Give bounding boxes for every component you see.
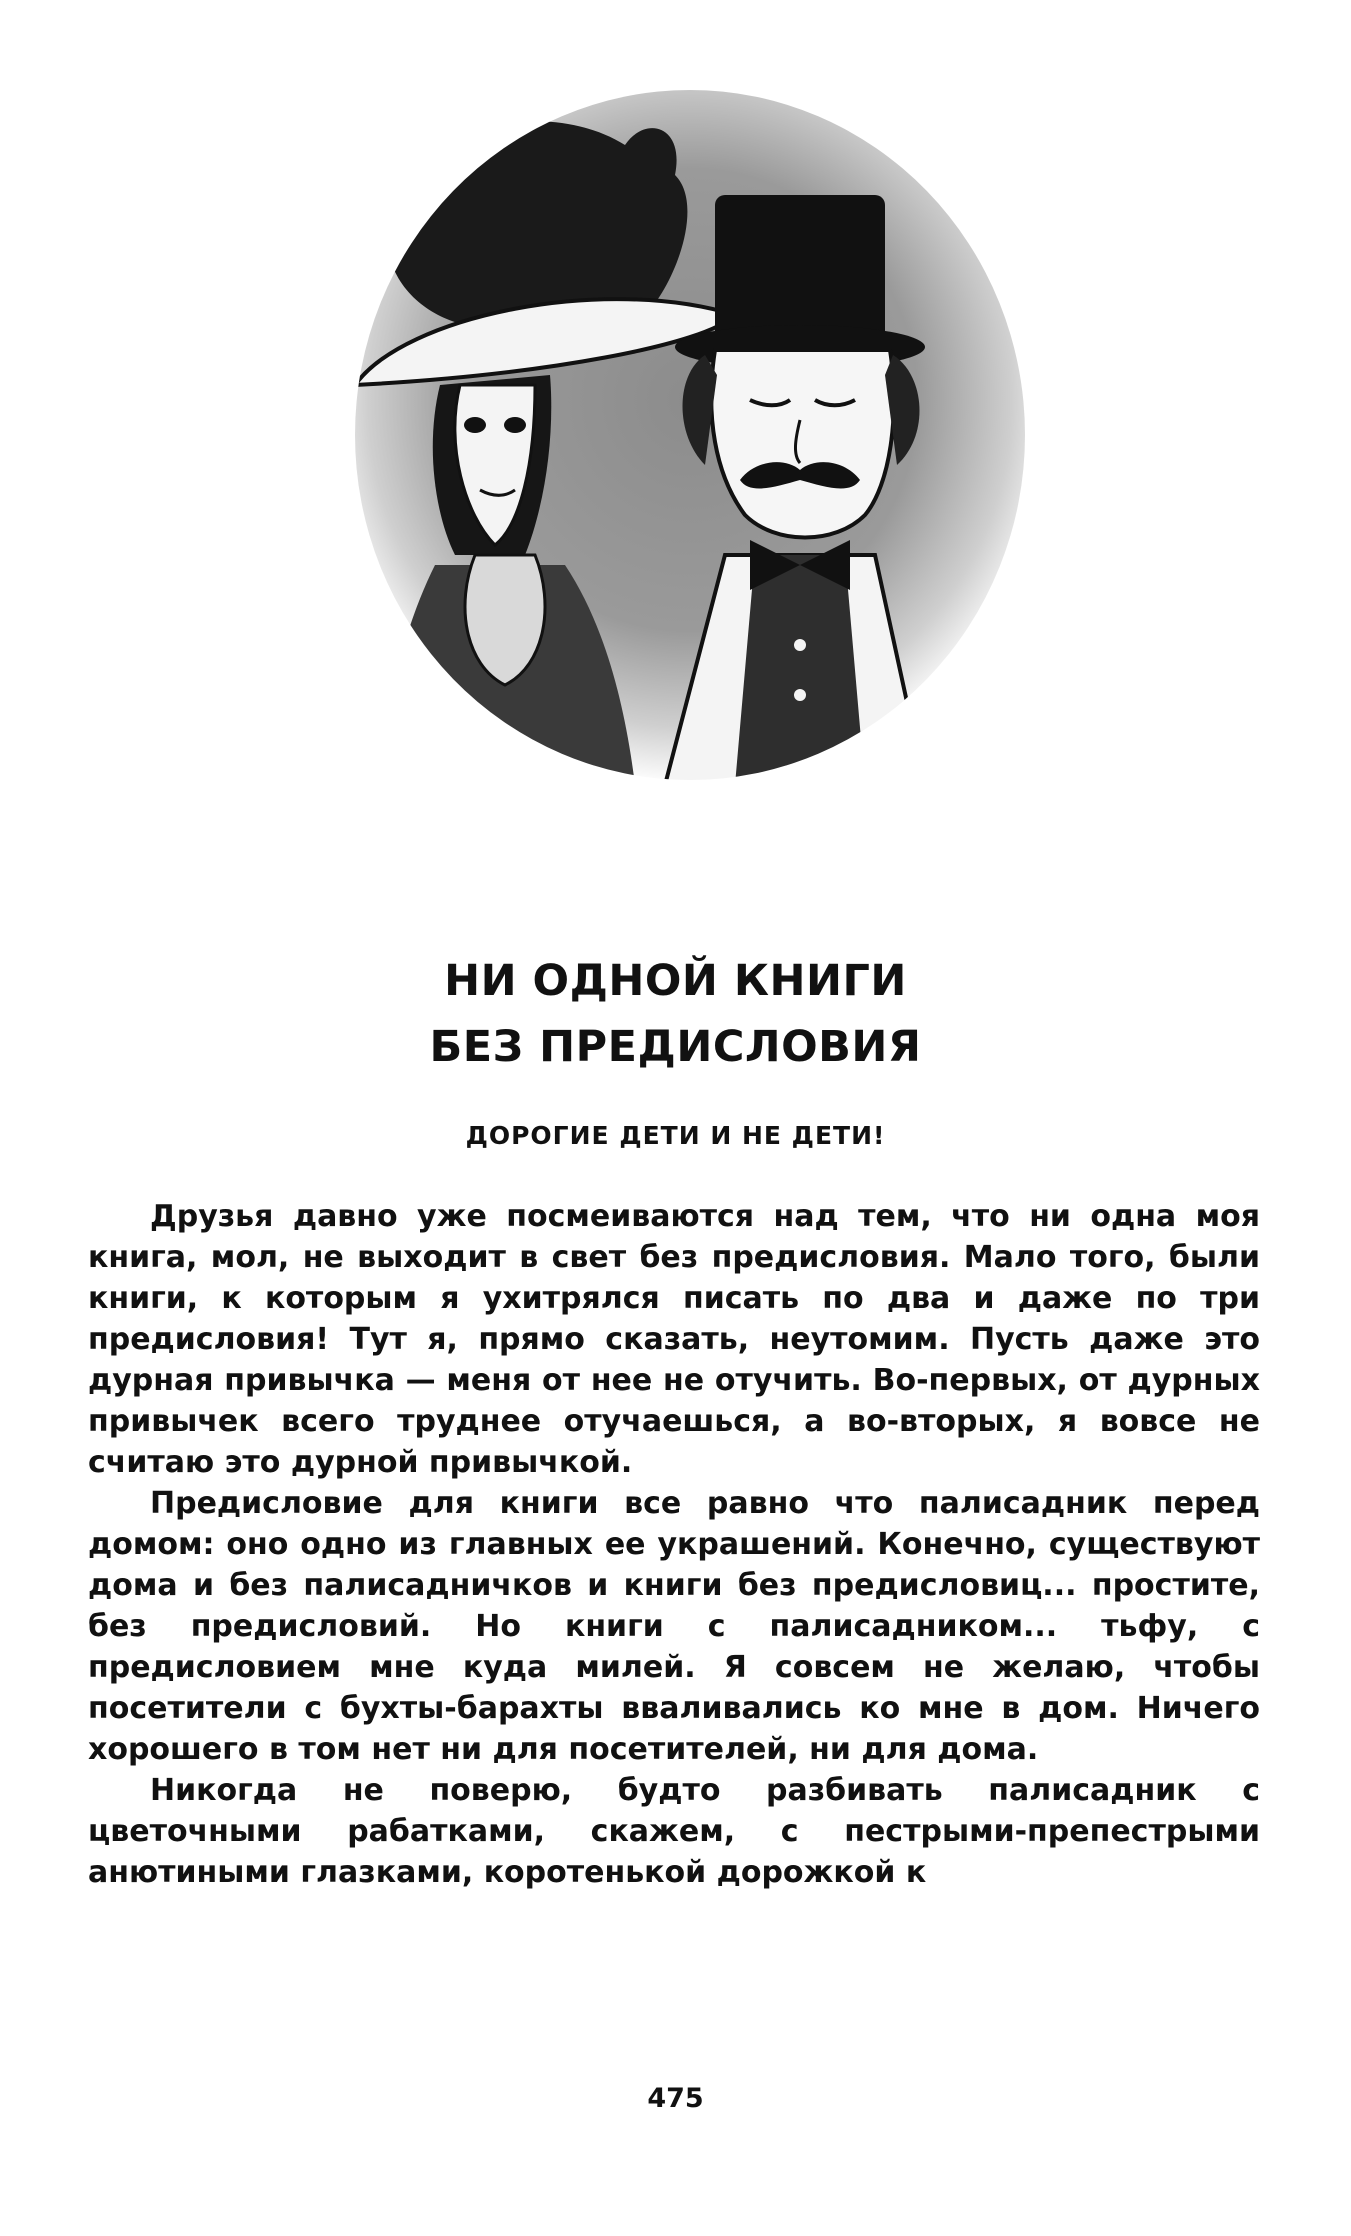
chapter-title-line-2: БЕЗ ПРЕДИСЛОВИЯ — [429, 1022, 922, 1072]
salutation: ДОРОГИЕ ДЕТИ И НЕ ДЕТИ! — [465, 1121, 886, 1150]
chapter-title — [0, 948, 1351, 1080]
page-number: 475 — [647, 2083, 704, 2114]
body-text — [88, 1196, 1260, 1893]
vignette-illustration — [345, 85, 1035, 785]
paragraph-1: Друзья давно уже посмеиваются над тем, что ни одна моя книга, мол, не выходит в свет без предисловия. Мало того, были книги, к которым я ухитрялся писать по два и даже по три предисловия! Тут я, прямо сказать, неутомим. Пусть даже это дурная привычка — меня от нее не отучить. Во-первых, от дурных привычек всего труднее отучаешься, а во-вторых, я вовсе не считаю это дурной привычкой. — [88, 1199, 1260, 1480]
chapter-title-line-1: НИ ОДНОЙ КНИГИ — [444, 956, 907, 1006]
paragraph-2: Предисловие для книги все равно что палисадник перед домом: оно одно из главных ее украшений. Конечно, существуют дома и без палисадничков и книги без предисловиц... простите, без предисловий. Но книги с палисадником... тьфу, с предисловием мне куда милей. Я совсем не желаю, чтобы посетители с бухты-барахты вваливались ко мне в дом. Ничего хорошего в том нет ни для посетителей, ни для дома. — [88, 1486, 1260, 1767]
paragraph-3: Никогда не поверю, будто разбивать палисадник с цветочными рабатками, скажем, с пестрыми-препестрыми анютиными глазками, коротенькой дорожкой к — [88, 1773, 1260, 1890]
